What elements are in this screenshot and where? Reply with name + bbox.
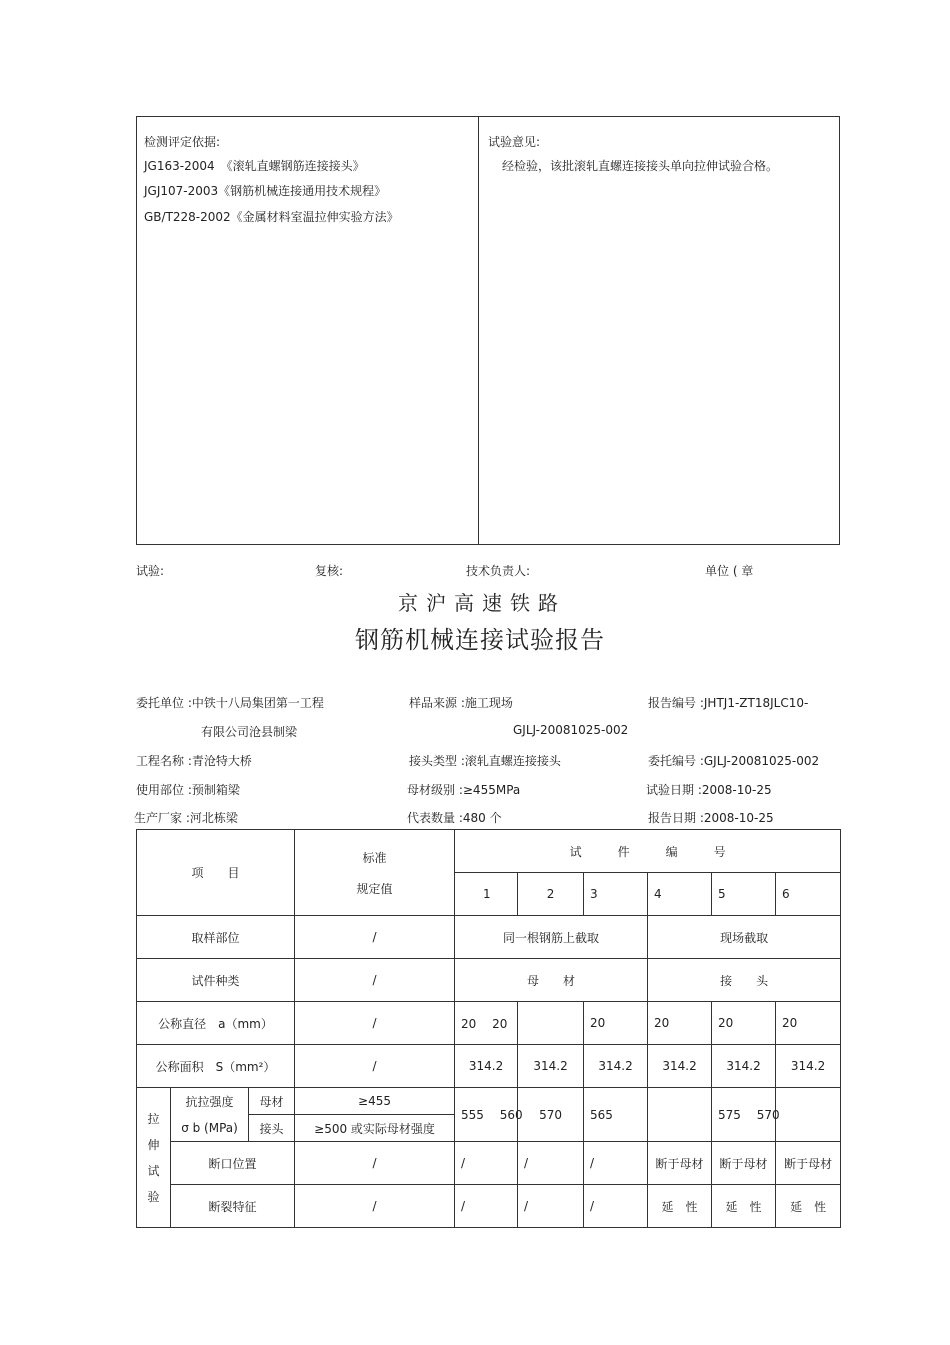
specimen-num-1: 1 [455,873,518,916]
strength-4 [648,1088,712,1142]
area-label: 公称面积 S（mm²） [137,1045,295,1088]
fracture-3: / [584,1185,648,1228]
standard-2: JGJ107-2003《钢筋机械连接通用技术规程》 [144,184,387,198]
break-pos-label: 断口位置 [171,1142,295,1185]
report-no-2: GJLJ-20081025-002 [513,723,629,737]
specimen-num-3: 3 [584,873,648,916]
strength-label: 抗拉强度 σ b (MPa) [171,1088,249,1142]
standard-3: GB/T228-2002《金属材料室温拉伸实验方法》 [144,210,399,224]
specimen-num-4: 4 [648,873,712,916]
specimen-num-6: 6 [776,873,841,916]
item-header: 项 目 [137,830,295,916]
standard-1: JG163-2004 《滚轧直螺钢筋连接接头》 [144,159,365,173]
opinion-text: 经检验，该批滚轧直螺连接接头单向拉伸试验合格。 [502,159,779,173]
sampling-b: 现场截取 [648,916,841,959]
sampling-a: 同一根钢筋上截取 [455,916,648,959]
kind-std: / [295,959,455,1002]
fracture-5: 延 性 [712,1185,776,1228]
area-3: 314.2 [584,1045,648,1088]
fracture-4: 延 性 [648,1185,712,1228]
fracture-6: 延 性 [776,1185,841,1228]
sampling-label: 取样部位 [137,916,295,959]
report-date: 报告日期 :2008-10-25 [648,811,774,825]
strength-1: 555 560 [455,1088,518,1142]
kind-a: 母 材 [455,959,648,1002]
unit-seal-label: 单位 ( 章 [705,564,754,578]
usage: 使用部位 :预制箱梁 [136,783,240,797]
tension-group-label: 拉 伸 试 验 [137,1088,171,1228]
fracture-label: 断裂特征 [171,1185,295,1228]
kind-b: 接 头 [648,959,841,1002]
basis-label: 检测评定依据: [144,135,221,149]
diameter-3: 20 [584,1002,648,1045]
tech-lead-label: 技术负责人: [466,564,531,578]
std-header: 标准 规定值 [295,830,455,916]
commission-no: 委托编号 :GJLJ-20081025-002 [648,754,820,768]
top-box-divider [478,116,479,545]
break-pos-1: / [455,1142,518,1185]
report-title: 钢筋机械连接试验报告 [355,626,605,654]
strength-6 [776,1088,841,1142]
reviewer-label: 复核: [315,564,344,578]
break-pos-3: / [584,1142,648,1185]
break-pos-2: / [518,1142,584,1185]
report-no: 报告编号 :JHTJ1-ZT18JLC10- [648,696,809,710]
sampling-std: / [295,916,455,959]
fracture-1: / [455,1185,518,1228]
diameter-1: 20 20 [455,1002,518,1045]
fracture-std: / [295,1185,455,1228]
strength-3: 565 [584,1088,648,1142]
break-pos-6: 断于母材 [776,1142,841,1185]
specimen-num-2: 2 [518,873,584,916]
break-pos-5: 断于母材 [712,1142,776,1185]
top-box [136,116,840,545]
break-pos-std: / [295,1142,455,1185]
break-pos-4: 断于母材 [648,1142,712,1185]
base-std: ≥455 [295,1088,455,1115]
area-6: 314.2 [776,1045,841,1088]
tester-label: 试验: [136,564,165,578]
diameter-4: 20 [648,1002,712,1045]
strength-2: 570 [518,1088,584,1142]
diameter-2 [518,1002,584,1045]
diameter-label: 公称直径 a（mm） [137,1002,295,1045]
test-date: 试验日期 :2008-10-25 [646,783,772,797]
area-1: 314.2 [455,1045,518,1088]
joint-type: 接头类型 :滚轧直螺连接接头 [409,754,561,768]
base-label: 母材 [249,1088,295,1115]
strength-5: 575 570 [712,1088,776,1142]
joint-std: ≥500 或实际母材强度 [295,1115,455,1142]
kind-label: 试件种类 [137,959,295,1002]
area-std: / [295,1045,455,1088]
project-name: 工程名称 :青沧特大桥 [136,754,252,768]
specimen-header: 试 件 编 号 [455,830,841,873]
sample-source: 样品来源 :施工现场 [409,696,513,710]
grade: 母材级别 :≥455MPa [407,783,521,797]
opinion-label: 试验意见: [488,135,541,149]
maker: 生产厂家 :河北栋梁 [134,811,238,825]
specimen-num-5: 5 [712,873,776,916]
project-title: 京沪高速铁路 [398,591,566,615]
diameter-5: 20 [712,1002,776,1045]
diameter-std: / [295,1002,455,1045]
area-2: 314.2 [518,1045,584,1088]
fracture-2: / [518,1185,584,1228]
client-value-2: 有限公司沧县制梁 [201,725,298,739]
area-5: 314.2 [712,1045,776,1088]
diameter-6: 20 [776,1002,841,1045]
quantity: 代表数量 :480 个 [407,811,502,825]
results-table [136,829,841,1228]
area-4: 314.2 [648,1045,712,1088]
client-label: 委托单位 :中铁十八局集团第一工程 [136,696,324,710]
joint-label: 接头 [249,1115,295,1142]
